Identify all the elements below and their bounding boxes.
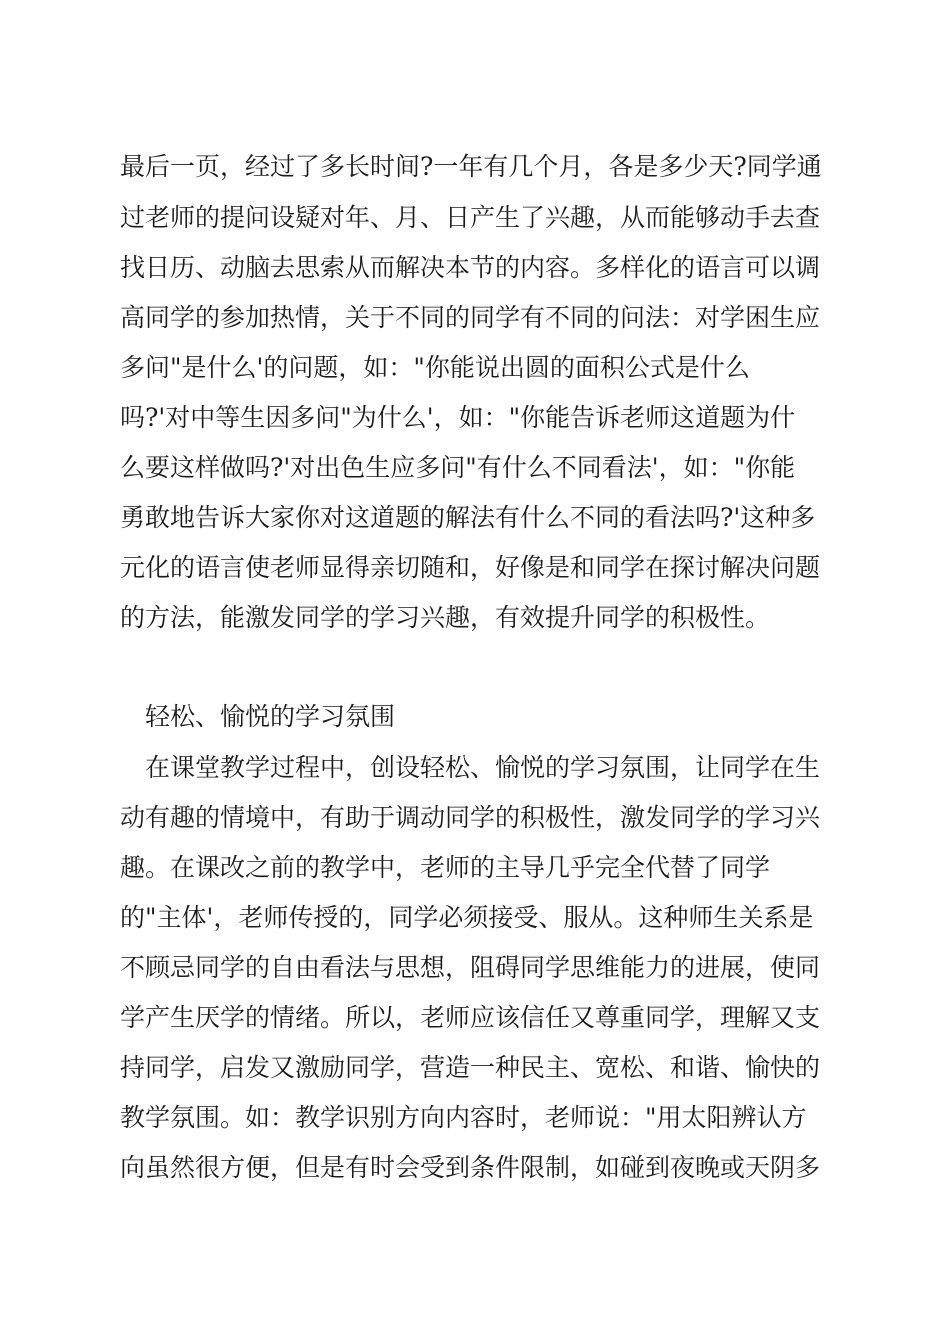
paragraph-1-line: 找日历、动脑去思索从而解决本节的内容。多样化的语言可以调	[120, 253, 821, 282]
paragraph-1-line: 勇敢地告诉大家你对这道题的解法有什么不同的看法吗?'这种多	[120, 503, 816, 532]
paragraph-2-line: 学产生厌学的情绪。所以，老师应该信任又尊重同学，理解又支	[120, 1003, 821, 1032]
paragraph-1-line: 高同学的参加热情，关于不同的同学有不同的问法：对学困生应	[120, 303, 821, 332]
paragraph-1-line: 的方法，能激发同学的学习兴趣，有效提升同学的积极性。	[120, 603, 771, 632]
paragraph-1-line: 么要这样做吗?'对出色生应多问"有什么不同看法'，如："你能	[120, 453, 796, 482]
paragraph-2-line: 在课堂教学过程中，创设轻松、愉悦的学习氛围，让同学在生	[145, 753, 821, 782]
paragraph-2-line: 趣。在课改之前的教学中，老师的主导几乎完全代替了同学	[120, 853, 771, 882]
paragraph-1-line: 最后一页，经过了多长时间?一年有几个月，各是多少天?同学通	[120, 152, 822, 181]
paragraph-2-line: 的"主体'，老师传授的，同学必须接受、服从。这种师生关系是	[120, 903, 814, 932]
paragraph-2-line: 向虽然很方便，但是有时会受到条件限制，如碰到夜晚或天阴多	[120, 1153, 821, 1182]
paragraph-2-line: 不顾忌同学的自由看法与思想，阻碍同学思维能力的进展，使同	[120, 953, 821, 982]
paragraph-2-line: 动有趣的情境中，有助于调动同学的积极性，激发同学的学习兴	[120, 803, 821, 832]
paragraph-2-line: 持同学，启发又激励同学，营造一种民主、宽松、和谐、愉快的	[120, 1053, 821, 1082]
paragraph-1-line: 过老师的提问设疑对年、月、日产生了兴趣，从而能够动手去查	[120, 203, 821, 232]
paragraph-1-line: 元化的语言使老师显得亲切随和，好像是和同学在探讨解决问题	[120, 553, 821, 582]
section-heading: 轻松、愉悦的学习氛围	[145, 702, 396, 731]
paragraph-1-line: 多问"是什么'的问题，如："你能说出圆的面积公式是什么	[120, 353, 750, 382]
paragraph-1-line: 吗?'对中等生因多问"为什么'，如："你能告诉老师这道题为什	[120, 403, 796, 432]
paragraph-2-line: 教学氛围。如：教学识别方向内容时，老师说："用太阳辨认方	[120, 1103, 807, 1132]
